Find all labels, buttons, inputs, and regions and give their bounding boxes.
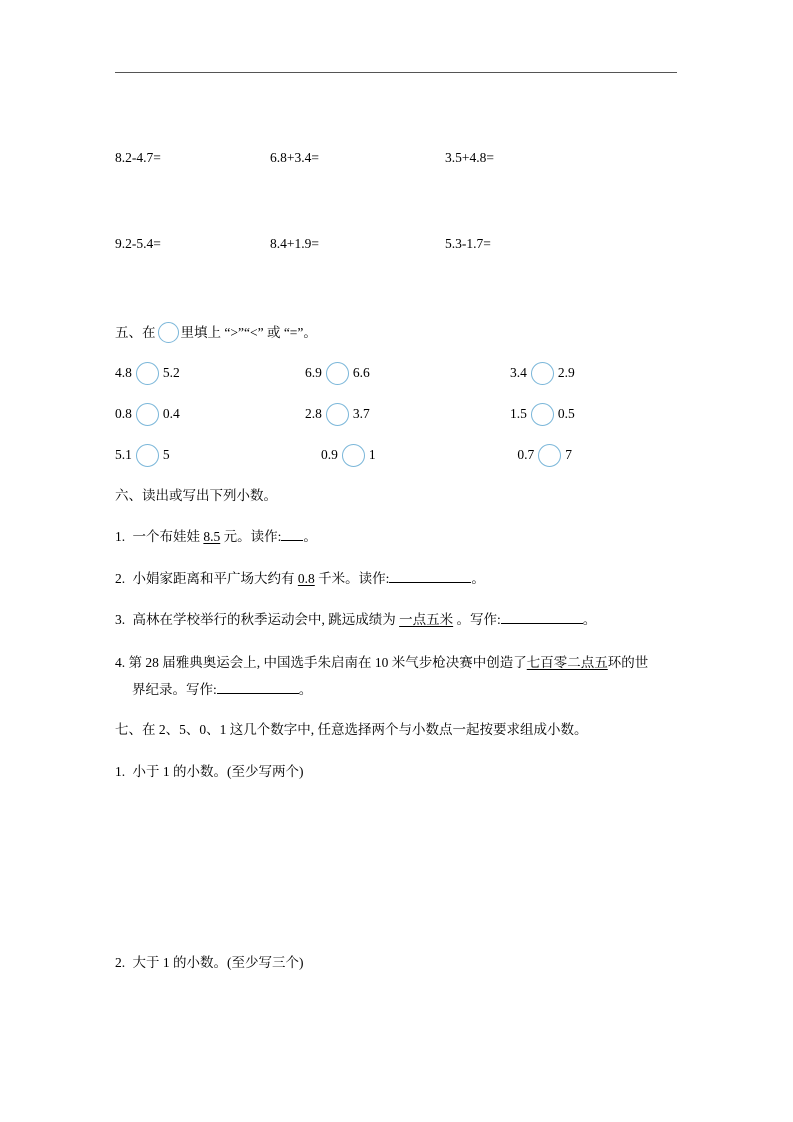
circle-blank-icon[interactable] xyxy=(136,362,159,385)
calc-problem: 3.5+4.8= xyxy=(445,150,494,165)
question-item xyxy=(115,759,685,785)
question-underlined-value: 8.5 xyxy=(203,529,221,545)
answer-blank[interactable] xyxy=(217,693,299,694)
compare-left-number: 2.8 xyxy=(305,406,322,422)
compare-left-number: 0.7 xyxy=(517,447,535,463)
question-item xyxy=(115,607,685,633)
question-index: 1. xyxy=(115,763,126,779)
question-item xyxy=(115,950,685,976)
calc-problem: 5.3-1.7= xyxy=(445,236,491,251)
section-six-heading: 六、读出或写出下列小数。 xyxy=(115,487,277,503)
worksheet-content xyxy=(115,150,685,992)
circle-blank-icon[interactable] xyxy=(538,444,561,467)
question-underlined-value: 一点五米 xyxy=(399,612,454,628)
question-index: 2. xyxy=(115,570,126,586)
question-underlined-value: 0.8 xyxy=(297,570,315,586)
compare-item xyxy=(115,362,305,385)
section-seven-heading: 七、在 2、5、0、1 这几个数字中, 任意选择两个与小数点一起按要求组成小数。 xyxy=(115,722,588,738)
compare-item xyxy=(517,444,685,467)
question-text: 大于 1 的小数。(至少写三个) xyxy=(132,955,304,971)
compare-right-number: 2.9 xyxy=(557,365,575,381)
question-index: 3. xyxy=(115,612,126,628)
question-text-part3: 。 xyxy=(298,682,313,698)
circle-blank-icon[interactable] xyxy=(136,403,159,426)
circle-blank-icon[interactable] xyxy=(531,403,554,426)
question-text: 小于 1 的小数。(至少写两个) xyxy=(132,763,304,779)
answer-blank[interactable] xyxy=(501,623,583,624)
answer-space[interactable] xyxy=(115,800,685,950)
question-text-part1: 小娟家距离和平广场大约有 xyxy=(132,570,295,586)
question-index: 4. xyxy=(115,655,126,671)
compare-left-number: 4.8 xyxy=(115,365,132,381)
compare-item xyxy=(510,362,685,385)
compare-left-number: 3.4 xyxy=(510,365,527,381)
section-five-heading xyxy=(115,322,685,344)
circle-blank-icon[interactable] xyxy=(342,444,365,467)
question-text-part3: 。 xyxy=(471,570,485,586)
compare-item xyxy=(305,403,510,426)
calc-problem: 9.2-5.4= xyxy=(115,236,161,251)
question-text-part1: 一个布娃娃 xyxy=(132,529,200,545)
compare-left-number: 0.9 xyxy=(320,447,338,463)
question-line-1 xyxy=(115,649,685,676)
compare-right-number: 0.4 xyxy=(162,406,180,422)
circle-blank-icon xyxy=(158,322,179,343)
question-item xyxy=(115,524,685,550)
circle-blank-icon[interactable] xyxy=(326,362,349,385)
answer-blank[interactable] xyxy=(389,582,471,583)
question-text-part2: 元。读作: xyxy=(223,529,282,545)
question-text-part1: 第 28 届雅典奥运会上, 中国选手朱启南在 10 米气步枪决赛中创造了 xyxy=(128,655,527,671)
question-underlined-value: 七百零二点五 xyxy=(526,655,608,671)
circle-blank-icon[interactable] xyxy=(136,444,159,467)
compare-left-number: 6.9 xyxy=(305,365,322,381)
question-text-continuation: 界纪录。写作: xyxy=(132,682,217,698)
question-item xyxy=(115,649,685,703)
compare-item xyxy=(510,403,685,426)
compare-row xyxy=(115,362,685,385)
compare-right-number: 1 xyxy=(368,447,376,463)
question-index: 1. xyxy=(115,529,126,545)
compare-row xyxy=(115,403,685,426)
header-divider xyxy=(115,72,677,73)
compare-item xyxy=(321,444,517,467)
circle-blank-icon[interactable] xyxy=(326,403,349,426)
calc-problem: 6.8+3.4= xyxy=(270,150,319,165)
compare-item xyxy=(305,362,510,385)
compare-right-number: 6.6 xyxy=(352,365,370,381)
compare-right-number: 5.2 xyxy=(162,365,180,381)
compare-right-number: 7 xyxy=(565,447,572,463)
compare-right-number: 3.7 xyxy=(352,406,370,422)
question-text-part2: 。写作: xyxy=(456,612,501,628)
compare-left-number: 5.1 xyxy=(115,447,132,463)
compare-left-number: 0.8 xyxy=(115,406,132,422)
calc-problem: 8.2-4.7= xyxy=(115,150,161,165)
question-text-part1: 高林在学校举行的秋季运动会中, 跳远成绩为 xyxy=(132,612,396,628)
compare-right-number: 0.5 xyxy=(557,406,575,422)
calc-row xyxy=(115,150,685,166)
compare-row xyxy=(115,444,685,467)
section-five-prefix: 五、在 xyxy=(115,325,156,340)
question-text-part2: 千米。读作: xyxy=(318,570,390,586)
answer-blank[interactable] xyxy=(281,540,303,541)
circle-blank-icon[interactable] xyxy=(531,362,554,385)
question-index: 2. xyxy=(115,955,126,971)
compare-item xyxy=(115,403,305,426)
compare-left-number: 1.5 xyxy=(510,406,527,422)
compare-right-number: 5 xyxy=(162,447,170,463)
question-item xyxy=(115,566,685,592)
calc-problem: 8.4+1.9= xyxy=(270,236,319,251)
question-text-part3: 。 xyxy=(582,612,597,628)
compare-item xyxy=(115,444,321,467)
calc-row xyxy=(115,236,685,252)
section-five-suffix: 里填上 “>”“<” 或 “=”。 xyxy=(180,325,317,340)
question-text-part2: 环的世 xyxy=(607,655,649,671)
question-text-part3: 。 xyxy=(303,529,317,545)
question-line-2 xyxy=(132,676,685,703)
